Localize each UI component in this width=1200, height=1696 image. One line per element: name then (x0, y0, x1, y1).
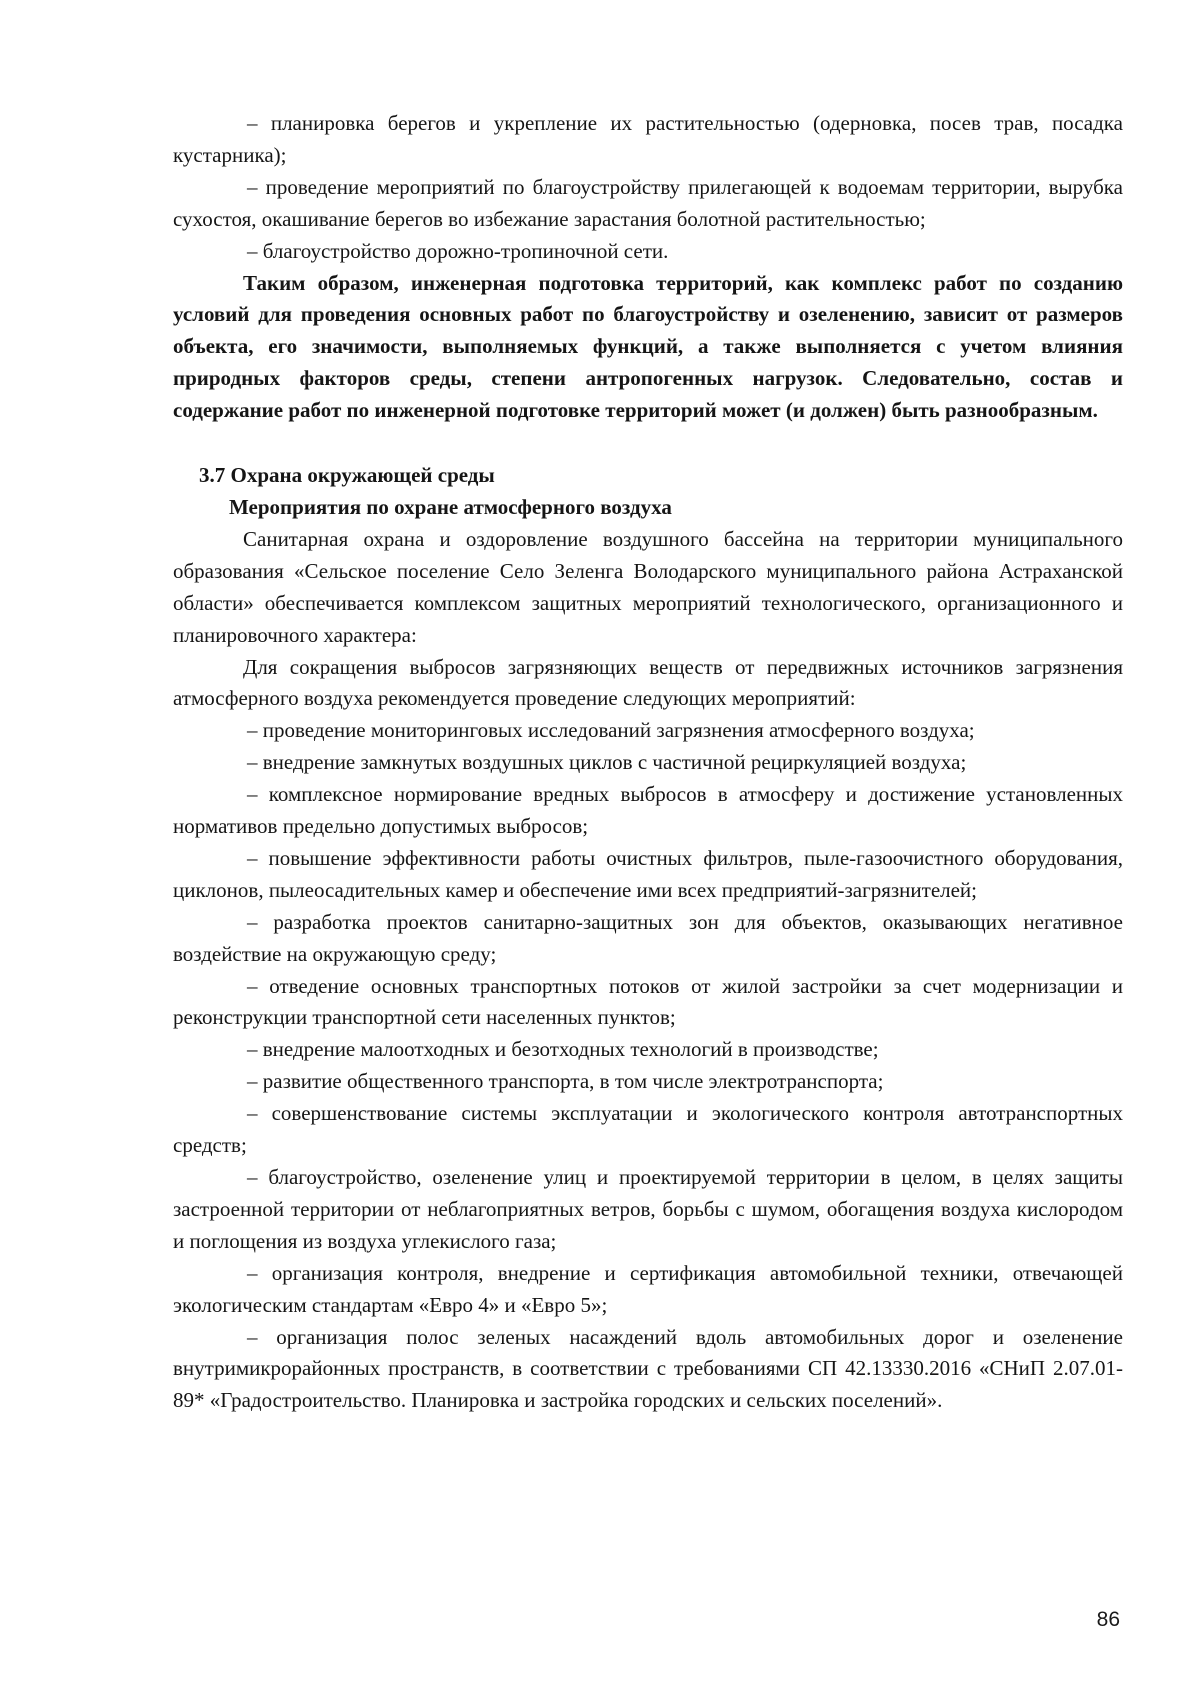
list-item: – совершенствование системы эксплуатации и экологического контроля автотранспортных средств; (173, 1101, 1123, 1158)
section-heading: 3.7 Охрана окружающей среды (199, 463, 495, 488)
list-item: – проведение мероприятий по благоустройству прилегающей к водоемам территории, вырубка сухостоя, окашивание берегов во избежание зарастания болотной растительностью; (173, 174, 1123, 231)
body-paragraph: Санитарная охрана и оздоровление воздушного бассейна на территории муниципального образования «Сельское поселение Село Зеленга Володарского муниципального района Астраханской области» обеспечивается комплексом защитных мероприятий технологического, организационного и планировочного характера: (173, 526, 1123, 647)
list-item: – повышение эффективности работы очистных фильтров, пыле-газоочистного оборудования, циклонов, пылеосадительных камер и обеспечение ими всех предприятий-загрязнителей; (173, 845, 1123, 902)
list-item: – развитие общественного транспорта, в том числе электротранспорта; (247, 1069, 884, 1094)
body-paragraph: Для сокращения выбросов загрязняющих веществ от передвижных источников загрязнения атмосферного воздуха рекомендуется проведение следующих мероприятий: (173, 654, 1123, 711)
list-item: – благоустройство, озеленение улиц и проектируемой территории в целом, в целях защиты застроенной территории от неблагоприятных ветров, борьбы с шумом, обогащения воздуха кислородом и поглощения из воздуха углекислого газа; (173, 1165, 1123, 1253)
list-item: – отведение основных транспортных потоков от жилой застройки за счет модернизации и реконструкции транспортной сети населенных пунктов; (173, 973, 1123, 1030)
list-item: – организация полос зеленых насаждений вдоль автомобильных дорог и озеленение внутримикрорайонных пространств, в соответствии с требованиями СП 42.13330.2016 «СНиП 2.07.01-89* «Градостроительство. Планировка и застройка городских и сельских поселений». (173, 1324, 1123, 1413)
subsection-heading: Мероприятия по охране атмосферного воздуха (229, 494, 672, 519)
section-spacer (173, 427, 1123, 460)
conclusion-paragraph: Таким образом, инженерная подготовка территорий, как комплекс работ по созданию условий для проведения основных работ по благоустройству и озеленению, зависит от размеров объекта, его значимости, выполняемых функций, а также выполняется с учетом влияния природных факторов среды, степени антропогенных нагрузок. Следовательно, состав и содержание работ по инженерной подготовке территорий может (и должен) быть разнообразным. (173, 270, 1123, 423)
document-page (173, 108, 1123, 1417)
list-item: – разработка проектов санитарно-защитных зон для объектов, оказывающих негативное воздействие на окружающую среду; (173, 909, 1123, 966)
list-item: – планировка берегов и укрепление их растительностью (одерновка, посев трав, посадка кустарника); (173, 111, 1123, 167)
page-number: 86 (1096, 1608, 1120, 1631)
list-item: – благоустройство дорожно-тропиночной сети. (247, 238, 669, 263)
list-item: – комплексное нормирование вредных выбросов в атмосферу и достижение установленных нормативов предельно допустимых выбросов; (173, 782, 1123, 839)
list-item: – организация контроля, внедрение и сертификация автомобильной техники, отвечающей экологическим стандартам «Евро 4» и «Евро 5»; (173, 1260, 1123, 1317)
list-item: – проведение мониторинговых исследований загрязнения атмосферного воздуха; (247, 718, 975, 743)
list-item: – внедрение малоотходных и безотходных технологий в производстве; (247, 1037, 879, 1062)
list-item: – внедрение замкнутых воздушных циклов с частичной рециркуляцией воздуха; (247, 750, 967, 775)
